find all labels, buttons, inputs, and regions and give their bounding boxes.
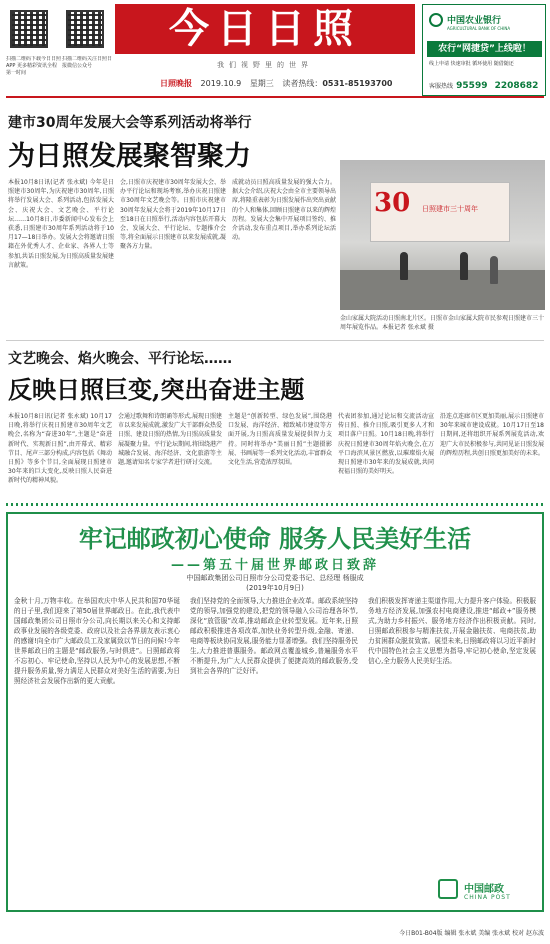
bank-name: 中国农业银行 bbox=[447, 16, 502, 26]
feature-subtitle: ——第五十届世界邮政日致辞 bbox=[170, 558, 379, 573]
article2-headline: 反映日照巨变,突出奋进主题 bbox=[8, 375, 305, 404]
article2-column-3: 主题是“创新转型、绿色发展”,围绕港口发展、海洋经济、精致城市建设等方面开展,为日照高质量发展提供智力支持。同时将举办“美丽日照”主题摄影展、书画展等一系列文化活动,丰富群众文化生活,营造浓厚氛围。 bbox=[228, 413, 332, 467]
china-post-name-en: CHINA POST bbox=[464, 894, 511, 901]
china-post-logo-icon bbox=[438, 879, 458, 899]
article1-column-1: 本报10月8日讯(记者 张永斌) 今年是日照建市30周年,为庆祝建市30周年,日照将举行发展大会、系列活动,包括发展大会、庆祝大会、文艺晚会、平行论坛……10月8日,市委新闻中心发布会上获悉,日照建市30周年系列活动将于10月17—18日举办。发展大会将邀请日照籍在外优秀人才、企业家、各界人士等参加,共话日照发展,为日照高质量发展建言献策。 bbox=[8, 179, 114, 269]
masthead-divider bbox=[6, 96, 544, 98]
ad-hotline bbox=[429, 81, 538, 91]
article1-headline: 为日照发展聚智聚力 bbox=[8, 141, 251, 172]
article-divider bbox=[6, 340, 544, 341]
app-qr-caption: 扫描二维码下载今日日照APP 更多精彩资讯全程第一时间 bbox=[6, 56, 62, 76]
wechat-qr-caption: 扫描二维码关注日照日报微信公众号 bbox=[62, 56, 112, 69]
feature-date: (2019年10月9日) bbox=[246, 584, 304, 592]
ad-description: 线上申请 快速审批 循环使用 随借随还 bbox=[429, 61, 514, 67]
feature-column-1: 金秋十月,万物丰收。在举国欢庆中华人民共和国70华诞的日子里,我们迎来了第50届世界邮政日。在此,我代表中国邮政集团公司日照市分公司,向长期以来关心和支持邮政事业发展的各级党委、政府以及社会各界朋友表示衷心的感谢!向全市广大邮政员工及家属致以节日的问候!今年世界邮政日的主题是“邮政服务,与时俱进”。日照邮政将不忘初心、牢记使命,坚持以人民为中心的发展思想,不断提升服务质量,努力满足人民群众对美好生活的需要,为日照经济社会发展作出新的更大贡献。 bbox=[14, 597, 180, 685]
article1-column-3: 成就动员日照高质量发展的强大合力。据大会介绍,庆祝大会由全市主要领导出席,将隆重表彰为日照发展作出突出贡献的个人和集体,回顾日照建市以来的辉煌历程。发展大会集中开展项目签约、推介活动,发布重点项目,举办系列论坛活动。 bbox=[232, 179, 336, 242]
article2-column-1: 本报10月8日讯(记者 张永斌) 10月17日晚,将举行庆祝日照建市30周年文艺晚会,名称为“奋进30年”,主题是“奋进新时代、实现新日照”,由开幕式、精彩节目、尾声三部分构成,内容包括《舞动日照》等多个节目,全面展现日照建市30年来的巨大变化,反映日照人民奋进新时代的精神风貌。 bbox=[8, 413, 112, 485]
article2-column-5: 沿连点连廊市区更加美丽,展示日照建市30年来城市建设成就。10月17日至18日期间,还将组织开展系列展览活动,欢迎广大市民积极参与,共同见证日照发展的辉煌历程,共创日照更加美好的未来。 bbox=[440, 413, 544, 457]
hotline-number: 0531-85193700 bbox=[322, 79, 393, 88]
feature-column-2: 我们坚持党的全面领导,大力推进企业改革。邮政系统坚持党的领导,加强党的建设,把党的领导融入公司治理各环节,深化“放管服”改革,推动邮政企业转型发展。近年来,日照邮政积极推进各项改革,加快业务转型升级,金融、寄递、电商等板块协同发展,服务能力显著增强。我们坚持服务民生,大力推进普惠服务。邮政网点覆盖城乡,普遍服务水平不断提升,为广大人民群众提供了便捷高效的邮政服务,受到社会各界的广泛好评。 bbox=[190, 597, 358, 675]
photo-caption: 金山家属大院活动日照南北片区。日照市金山家属大院市民参观日照建市三十周年展览作品。本报记者 张永斌 摄 bbox=[340, 315, 545, 331]
feature-top-border bbox=[6, 503, 544, 506]
hotline-label: 读者热线： bbox=[282, 79, 323, 88]
feature-column-3: 我们积极发挥寄递主渠道作用,大力提升客户体验。积极服务地方经济发展,加强农村电商建设,推进“邮政+”服务模式,为助力乡村振兴、服务地方经济作出积极贡献。同时,日照邮政积极参与精准扶贫,开展金融扶贫、电商扶贫,助力贫困群众脱贫致富。展望未来,日照邮政将以习近平新时代中国特色社会主义思想为指导,牢记初心使命,坚定发展信心,全力服务人民美好生活。 bbox=[368, 597, 536, 665]
china-post-name: 中国邮政 bbox=[464, 884, 504, 895]
ad-hotline-number: 95599 bbox=[456, 81, 488, 91]
anniversary-photo: 30 日照建市三十周年 bbox=[340, 160, 545, 310]
ad-slogan: 农行“网捷贷”上线啦！ bbox=[427, 41, 542, 57]
brand-label: 日照晚报 bbox=[160, 79, 192, 88]
photo-banner-text: 日照建市三十周年 bbox=[422, 205, 478, 213]
bank-advertisement bbox=[422, 4, 546, 96]
bank-name-en: AGRICULTURAL BANK OF CHINA bbox=[447, 26, 511, 31]
bank-logo-icon bbox=[429, 13, 443, 27]
article2-kicker: 文艺晚会、焰火晚会、平行论坛…… bbox=[8, 351, 232, 367]
masthead-slogan: 我们视野里的世界 bbox=[217, 61, 313, 69]
article1-column-2: 会,日照市庆祝建市30周年发展大会、举办平行论坛和现场考察,举办庆祝日照建市30周年文艺晚会等。日照市庆祝建市30周年发展大会将于2019年10月17日至18日在日照举行,活动内容包括开幕大会、发展大会、平行论坛、专题推介会等,将全面展示日照建市以来发展成就,凝聚各方力量。 bbox=[120, 179, 226, 251]
ad-hotline-label: 客服热线 bbox=[429, 83, 454, 90]
page-footer: 今日B01-B04版 编辑 张永斌 美编 张永斌 校对 赵东波 bbox=[399, 930, 544, 937]
issue-date: 2019.10.9 bbox=[200, 79, 242, 88]
ad-local-number: 2208682 bbox=[494, 81, 539, 91]
article2-column-4: 代表团参加,通过论坛和交流活动宣传日照、推介日照,吸引更多人才和项目落户日照。10月18日晚,将举行庆祝日照建市30周年焰火晚会,在万平口海滨风景区燃放,以璀璨焰火展现日照建市30年来的发展成就,共同祝福日照的美好明天。 bbox=[338, 413, 434, 476]
article2-column-2: 会通过歌舞和诗朗诵等形式,展现日照建市以来发展成就,激发广大干部群众热爱日照、建设日照的热情,为日照高质量发展凝聚力量。平行论坛期间,将围绕港产城融合发展、海洋经济、文化旅游等主题,邀请知名专家学者进行研讨交流。 bbox=[118, 413, 222, 467]
dateline bbox=[160, 78, 398, 89]
app-qr-code bbox=[10, 10, 48, 48]
article1-kicker: 建市30周年发展大会等系列活动将举行 bbox=[8, 115, 252, 131]
masthead-title: 今日日照 bbox=[115, 4, 415, 54]
feature-byline: 中国邮政集团公司日照市分公司党委书记、总经理 杨服成 bbox=[186, 574, 364, 582]
wechat-qr-code bbox=[66, 10, 104, 48]
feature-headline: 牢记邮政初心使命 服务人民美好生活 bbox=[78, 524, 472, 553]
issue-weekday: 星期三 bbox=[249, 79, 274, 88]
